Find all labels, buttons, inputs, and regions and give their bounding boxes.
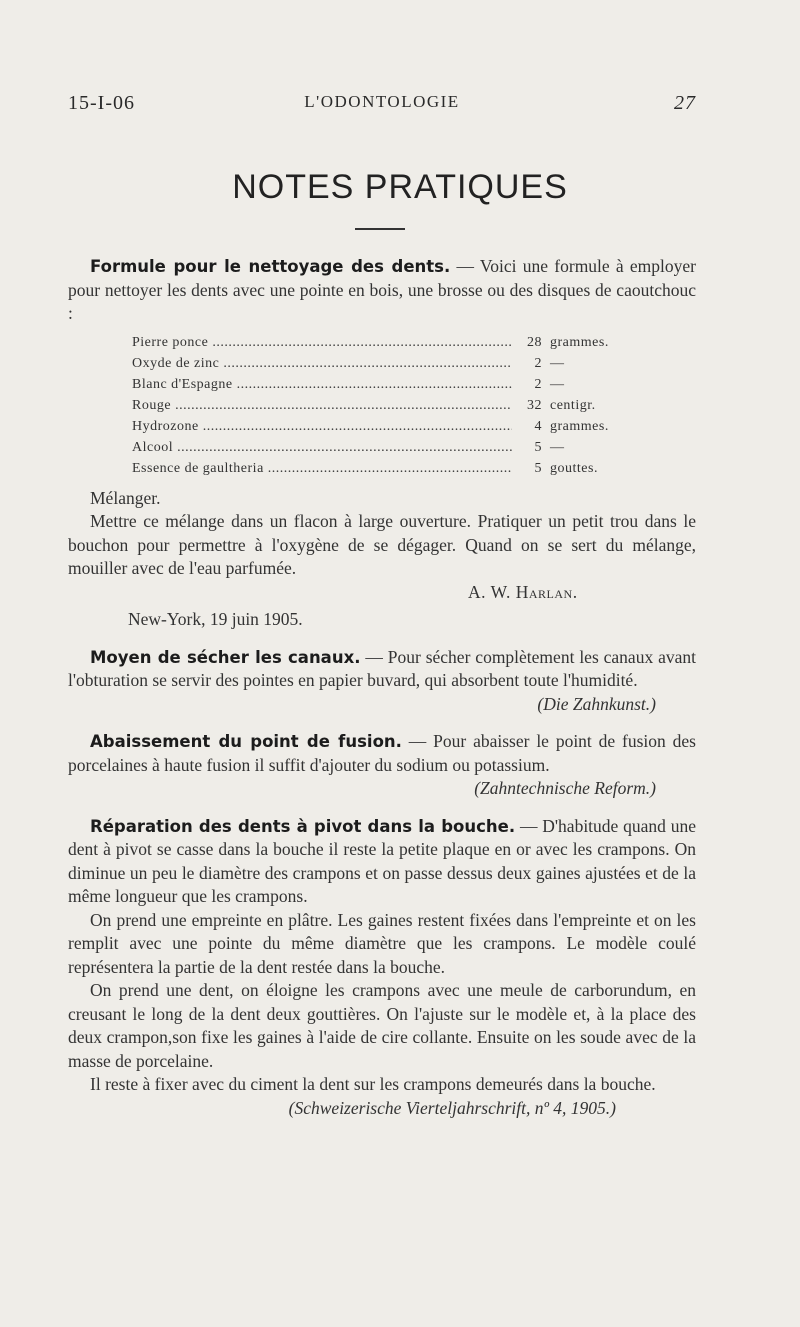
leader-dots [203,416,512,437]
recipe-row [132,353,642,374]
recipe-row [132,458,642,479]
ingredient-unit: — [550,376,565,392]
section-text: — Pour abaisser le point de fusion des porcelaines à haute fusion il suffit d'ajouter du sodium ou potassium. [68,731,696,775]
source-citation: (Schweizerische Vierteljahrschrift, nº 4, 1905.) [288,1097,616,1118]
ingredient-name: Hydrozone [132,418,199,434]
signature [68,581,696,605]
paragraph: Il reste à fixer avec du ciment la dent sur les crampons demeurés dans la bouche. [90,1074,656,1094]
signature-initials: A. W. [468,581,516,602]
ingredient-unit: gouttes. [550,460,598,476]
ingredient-name: Rouge [132,397,172,413]
section-heading: Moyen de sécher les canaux. [90,647,361,667]
section-text: — Voici une formule à employer pour nettoyer les dents avec une pointe en bois, une brosse ou des disques de caoutchouc : [68,256,697,323]
leader-dots [177,437,512,458]
ingredient-quantity: 32 [527,397,542,413]
recipe-row [132,374,642,395]
section-heading: Abaissement du point de fusion. [90,732,402,751]
leader-dots [175,395,512,416]
ingredient-name: Oxyde de zinc [132,355,220,371]
instructions-paragraph: Mettre ce mélange dans un flacon à large ouverture. Pratiquer un petit trou dans le bouchon pour permettre à l'oxygène de se dégager. Quand on se sert du mélange, mouiller avec de l'eau parfumée. [68,511,696,578]
recipe-row [132,416,642,437]
signature-name: Harlan. [515,581,578,602]
recipe-row [132,332,642,353]
ingredient-unit: — [550,355,565,371]
source-citation: (Zahntechnische Reform.) [474,778,656,798]
ingredient-quantity: 2 [534,355,542,371]
ingredient-name: Alcool [132,439,174,455]
section-text: — D'habitude quand une dent à pivot se casse dans la bouche il reste la petite plaque en or avec les crampons. On diminue un peu le diamètre des crampons et on passe dessus deux gaines ajustées et de la même longueur que les crampons. [68,815,696,906]
ingredient-name: Blanc d'Espagne [132,376,233,392]
recipe-list [132,332,642,479]
paragraph: On prend une empreinte en plâtre. Les gaines restent fixées dans l'empreinte et on les remplit avec une pointe du même diamètre que les crampons. Le modèle coulé représentera la partie de la dent restée dans la bouche. [68,909,696,977]
section-cleaning-intro [68,255,696,326]
section-heading: Formule pour le nettoyage des dents. [90,257,451,276]
leader-dots [237,374,512,395]
ingredient-unit: grammes. [550,334,609,350]
title-rule [355,228,405,230]
ingredient-quantity: 4 [534,418,542,434]
ingredient-unit: centigr. [550,397,596,413]
ingredient-unit: grammes. [550,418,609,434]
leader-dots [212,332,512,353]
section-pivot-repair [68,815,696,909]
ingredient-name: Essence de gaultheria [132,460,264,476]
recipe-row [132,395,642,416]
section-drying-canals [68,646,696,693]
place-date: New-York, 19 juin 1905. [128,609,303,629]
source-citation: (Die Zahnkunst.) [537,693,656,714]
paragraph: On prend une dent, on éloigne les crampons avec une meule de carborundum, en creusant le long de la dent deux gouttières. On l'ajuste sur le modèle et, à la place des deux crampon,son fixe les gaines à l'aide de cire collante. Ensuite on les soude avec de la masse de porcelaine. [68,980,696,1071]
page-number: 27 [674,92,696,114]
page-title: NOTES PRATIQUES [232,168,568,206]
article-body [68,255,696,1120]
recipe-row [132,437,642,458]
leader-dots [268,458,512,479]
ingredient-quantity: 2 [534,376,542,392]
melanger-line: Mélanger. [90,487,161,508]
section-text: — Pour sécher complètement les canaux avant l'obturation se servir des pointes en papier buvard, qui absorbent toute l'humidité. [68,646,696,690]
leader-dots [223,353,512,374]
ingredient-name: Pierre ponce [132,334,209,350]
ingredient-unit: — [550,439,565,455]
journal-name: L'ODONTOLOGIE [304,92,460,111]
section-fusion-point [68,730,696,777]
issue-date: 15-I-06 [68,92,135,114]
ingredient-quantity: 28 [527,334,542,350]
ingredient-quantity: 5 [534,460,542,476]
section-heading: Réparation des dents à pivot dans la bouche. [90,816,516,836]
ingredient-quantity: 5 [534,439,542,455]
